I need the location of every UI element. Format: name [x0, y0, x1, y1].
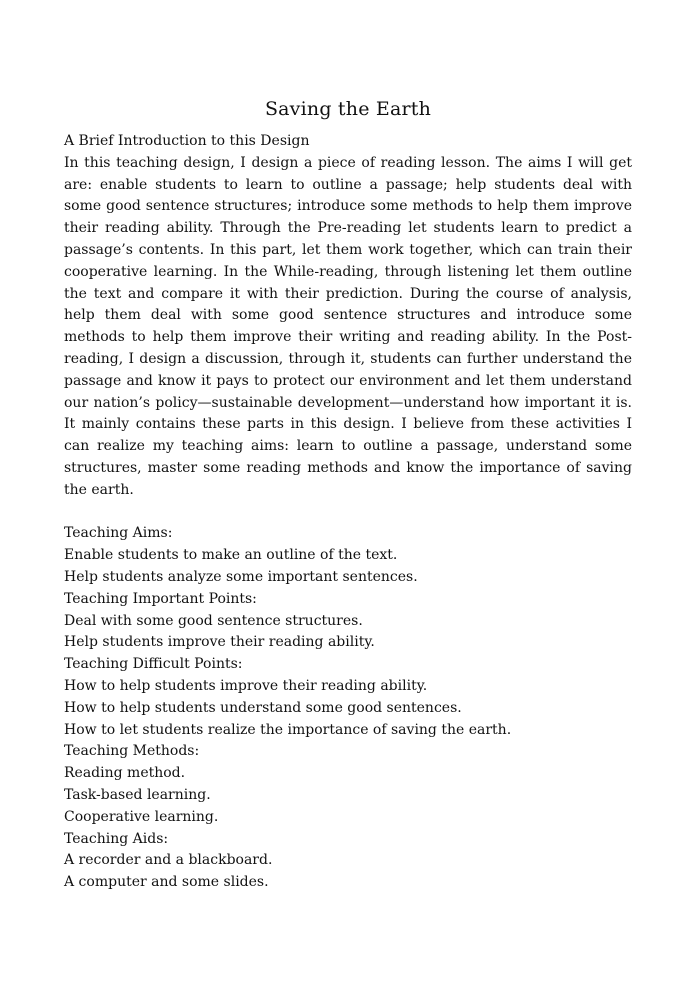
section-item: Task-based learning.: [64, 786, 211, 803]
section-heading: Teaching Aids:: [64, 830, 169, 847]
section-heading: Teaching Important Points:: [64, 590, 257, 607]
section-important-points: [64, 589, 632, 654]
document-title: Saving the Earth: [264, 98, 432, 120]
section-teaching-methods: [64, 741, 632, 828]
section-item: Reading method.: [64, 765, 186, 782]
section-item: Enable students to make an outline of the text.: [64, 547, 398, 564]
section-heading: Teaching Aims:: [64, 525, 173, 542]
section-heading: Teaching Methods:: [64, 743, 200, 760]
section-item: Help students improve their reading ability.: [64, 634, 375, 651]
section-teaching-aids: [64, 829, 632, 894]
section-item: How to let students realize the importance of saving the earth.: [64, 721, 512, 738]
section-item: A computer and some slides.: [64, 874, 269, 891]
section-teaching-aims: [64, 523, 632, 588]
section-item: Cooperative learning.: [64, 808, 219, 825]
blank-line: [64, 502, 632, 524]
section-item: How to help students improve their reading ability.: [64, 677, 428, 694]
section-heading: Teaching Difficult Points:: [64, 656, 243, 673]
section-item: How to help students understand some good sentences.: [64, 699, 462, 716]
section-item: A recorder and a blackboard.: [64, 852, 273, 869]
section-difficult-points: [64, 654, 632, 741]
document-page: [64, 96, 632, 894]
intro-paragraph: In this teaching design, I design a piece of reading lesson. The aims I will get are: enable students to learn to outline a passage; help students deal with some good sentence structures; introduce some methods to help them improve their reading ability. Through the Pre-reading let students learn to predict a passage’s contents. In this part, let them work together, which can train their cooperative learning. In the While-reading, through listening let them outline the text and compare it with their prediction. During the course of analysis, help them deal with some good sentence structures and introduce some methods to help them improve their writing and reading ability. In the Post-reading, I design a discussion, through it, students can further understand the passage and know it pays to protect our environment and let them understand our nation’s policy—sustainable development—understand how important it is. It mainly contains these parts in this design. I believe from these activities I can realize my teaching aims: learn to outline a passage, understand some structures, master some reading methods and know the importance of saving the earth.: [64, 154, 632, 498]
intro-heading: A Brief Introduction to this Design: [64, 133, 310, 149]
section-item: Deal with some good sentence structures.: [64, 612, 363, 629]
section-item: Help students analyze some important sentences.: [64, 568, 418, 585]
